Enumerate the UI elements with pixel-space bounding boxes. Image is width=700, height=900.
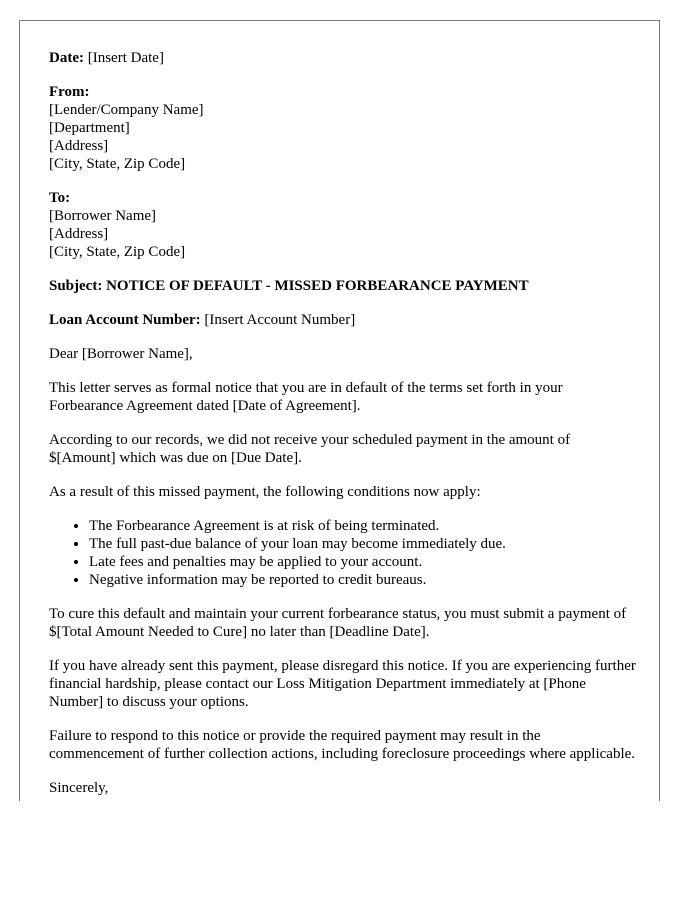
paragraph-conditions-intro: As a result of this missed payment, the following conditions now apply: xyxy=(49,484,481,500)
from-city-state-zip: [City, State, Zip Code] xyxy=(49,156,186,172)
conditions-list xyxy=(49,517,639,589)
to-label: To: xyxy=(49,190,71,206)
paragraph-missed-payment: According to our records, we did not receive your scheduled payment in the amount of $[Amount] which was due on [Due Date]. xyxy=(49,432,571,466)
to-borrower-name: [Borrower Name] xyxy=(49,208,157,224)
closing: Sincerely, xyxy=(49,780,109,796)
date-label: Date: xyxy=(49,50,84,66)
paragraph-default-notice: This letter serves as formal notice that you are in default of the terms set forth in your Forbearance Agreement dated [Date of Agreement]. xyxy=(49,380,563,414)
paragraph-cure-default: To cure this default and maintain your current forbearance status, you must submit a payment of $[Total Amount Needed to Cure] no later than [Deadline Date]. xyxy=(49,606,627,640)
date-line xyxy=(49,49,639,67)
from-address: [Address] xyxy=(49,138,109,154)
list-item: • The Forbearance Agreement is at risk of being terminated. xyxy=(89,517,639,535)
subject-value: NOTICE OF DEFAULT - MISSED FORBEARANCE PAYMENT xyxy=(106,278,529,294)
loan-account-line xyxy=(49,311,639,329)
from-department: [Department] xyxy=(49,120,130,136)
paragraph-consequences: Failure to respond to this notice or provide the required payment may result in the commencement of further collection actions, including foreclosure proceedings where applicable. xyxy=(49,728,636,762)
loan-account-value: [Insert Account Number] xyxy=(204,312,356,328)
paragraph-contact: If you have already sent this payment, please disregard this notice. If you are experiencing further financial hardship, please contact our Loss Mitigation Department immediately at [Phone Number] to discuss your options. xyxy=(49,658,636,710)
list-item: • The full past-due balance of your loan may become immediately due. xyxy=(89,535,639,553)
to-city-state-zip: [City, State, Zip Code] xyxy=(49,244,186,260)
list-item: • Negative information may be reported to credit bureaus. xyxy=(89,571,639,589)
subject-line xyxy=(49,277,639,295)
to-block xyxy=(49,189,639,261)
from-label: From: xyxy=(49,84,90,100)
salutation: Dear [Borrower Name], xyxy=(49,346,193,362)
letter-content xyxy=(49,49,639,801)
loan-account-label: Loan Account Number: xyxy=(49,312,201,328)
from-block xyxy=(49,83,639,173)
letter-page xyxy=(19,20,660,801)
list-item: • Late fees and penalties may be applied to your account. xyxy=(89,553,639,571)
date-value: [Insert Date] xyxy=(87,50,164,66)
subject-label: Subject: xyxy=(49,278,103,294)
to-address: [Address] xyxy=(49,226,109,242)
from-company: [Lender/Company Name] xyxy=(49,102,204,118)
